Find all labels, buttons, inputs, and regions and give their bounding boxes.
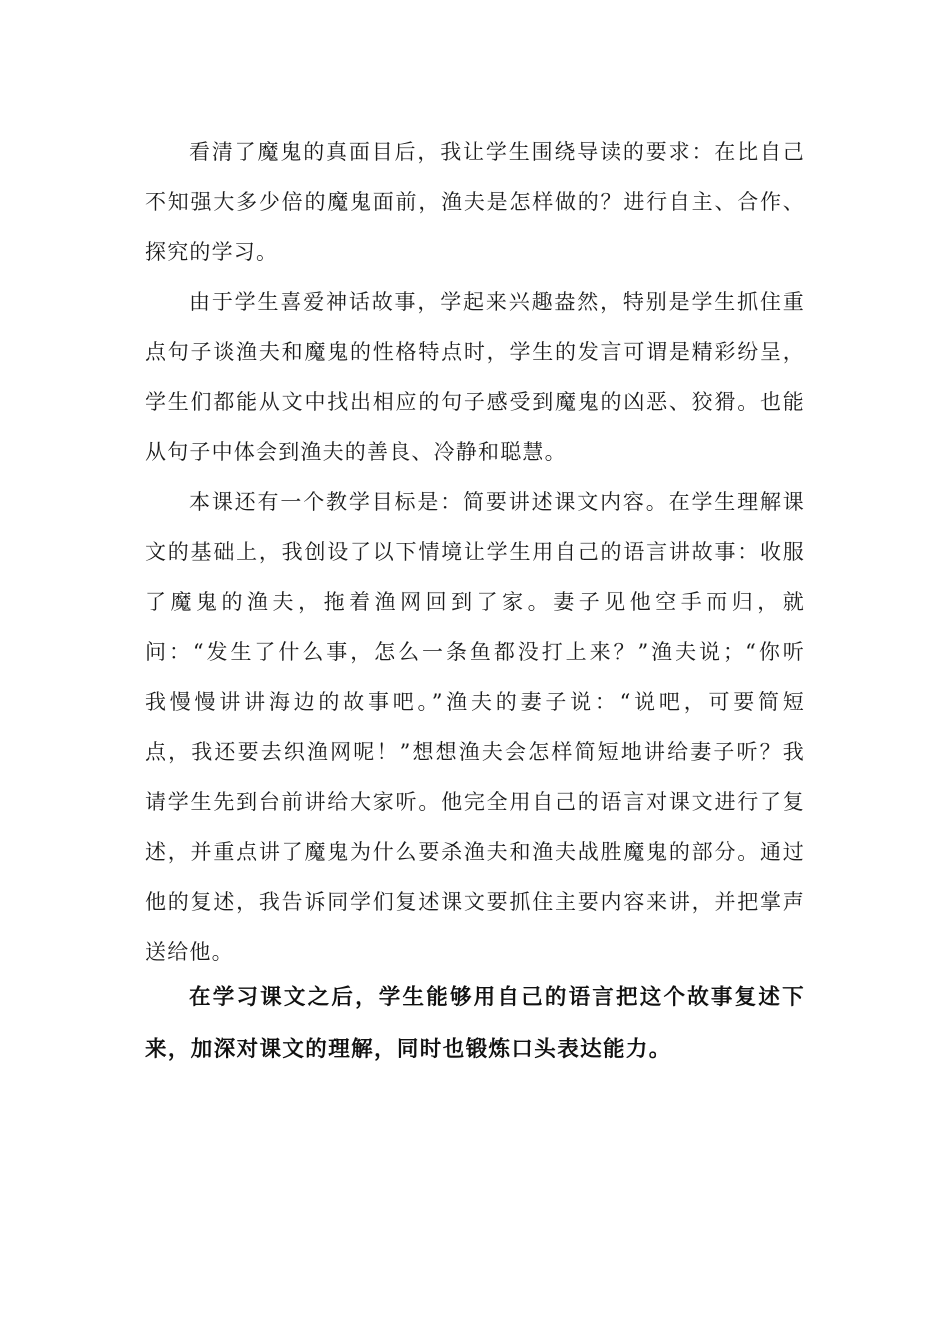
paragraph-1 [145, 127, 805, 277]
text-line: 看清了魔鬼的真面目后，我让学生围绕导读的要求：在比自己 [189, 140, 805, 164]
text-line: 送给他。 [145, 940, 234, 964]
paragraph-3 [145, 477, 805, 977]
text-line: 由于学生喜爱神话故事，学起来兴趣盎然，特别是学生抓住重 [189, 290, 805, 314]
text-line: 来，加深对课文的理解，同时也锻炼口头表达能力。 [145, 1037, 672, 1062]
text-line: 不知强大多少倍的魔鬼面前，渔夫是怎样做的？进行自主、合作、 [145, 190, 805, 214]
text-line: 了魔鬼的渔夫，拖着渔网回到了家。妻子见他空手而归，就 [145, 590, 805, 614]
text-line: 本课还有一个教学目标是：简要讲述课文内容。在学生理解课 [189, 490, 805, 514]
text-line: 学生们都能从文中找出相应的句子感受到魔鬼的凶恶、狡猾。也能 [145, 390, 805, 414]
text-line: 探究的学习。 [145, 240, 279, 264]
text-line: 请学生先到台前讲给大家听。他完全用自己的语言对课文进行了复 [145, 790, 805, 814]
paragraph-2 [145, 277, 805, 477]
text-line: 点，我还要去织渔网呢！”想想渔夫会怎样简短地讲给妻子听？我 [145, 740, 805, 764]
text-line: 我慢慢讲讲海边的故事吧。”渔夫的妻子说：“说吧，可要简短 [145, 690, 805, 714]
text-line: 问：“发生了什么事，怎么一条鱼都没打上来？”渔夫说；“你听 [145, 640, 805, 664]
paragraph-4-bold [145, 972, 805, 1076]
text-line: 从句子中体会到渔夫的善良、冷静和聪慧。 [145, 440, 567, 464]
text-line: 点句子谈渔夫和魔鬼的性格特点时，学生的发言可谓是精彩纷呈， [145, 340, 805, 364]
text-line: 述，并重点讲了魔鬼为什么要杀渔夫和渔夫战胜魔鬼的部分。通过 [145, 840, 805, 864]
text-line: 文的基础上，我创设了以下情境让学生用自己的语言讲故事：收服 [145, 540, 805, 564]
text-line: 他的复述，我告诉同学们复述课文要抓住主要内容来讲，并把掌声 [145, 890, 805, 914]
text-line: 在学习课文之后，学生能够用自己的语言把这个故事复述下 [189, 985, 805, 1010]
